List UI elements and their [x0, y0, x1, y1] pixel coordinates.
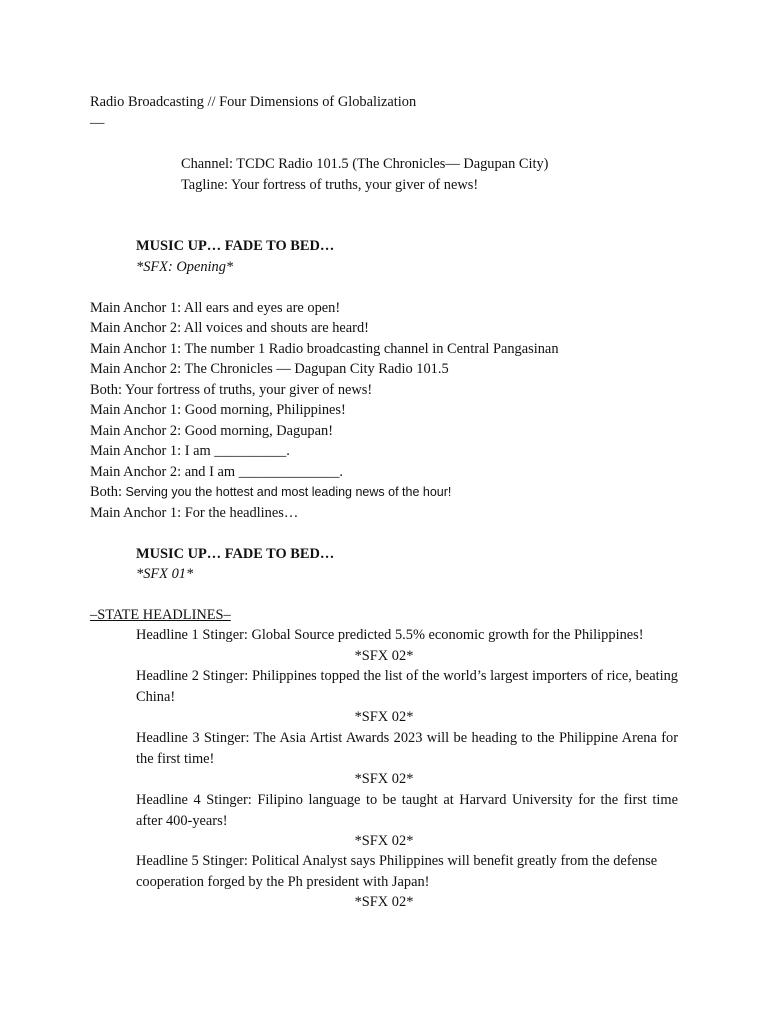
channel-line: Channel: TCDC Radio 101.5 (The Chronicles— Dagupan City) [181, 156, 549, 172]
headline-sfx: *SFX 02* [354, 894, 414, 910]
both-line [90, 482, 451, 502]
headline-item: Headline 5 Stinger: Political Analyst says Philippines will benefit greatly from the defense cooperation forged by the Ph president with Japan! [136, 853, 658, 890]
dialogue-line: Main Anchor 1: Good morning, Philippines! [90, 402, 346, 418]
dialogue-line: Main Anchor 1: All ears and eyes are open! [90, 300, 341, 316]
section-heading: –STATE HEADLINES– [90, 607, 231, 623]
headline-sfx: *SFX 02* [354, 833, 414, 849]
dialogue-line: Main Anchor 2: and I am ______________. [90, 464, 344, 480]
music-cue-1: MUSIC UP… FADE TO BED… [136, 238, 335, 254]
dialogue-line: Main Anchor 2: The Chronicles — Dagupan City Radio 101.5 [90, 361, 449, 377]
headline-sfx: *SFX 02* [354, 648, 414, 664]
dialogue-line: Main Anchor 2: Good morning, Dagupan! [90, 423, 334, 439]
music-cue-2: MUSIC UP… FADE TO BED… [136, 546, 335, 562]
document-title: Radio Broadcasting // Four Dimensions of Globalization [90, 94, 417, 110]
headline-item: Headline 3 Stinger: The Asia Artist Awards 2023 will be heading to the Philippine Arena for the first time! [136, 730, 678, 767]
tagline-line: Tagline: Your fortress of truths, your giver of news! [181, 177, 479, 193]
headline-item: Headline 4 Stinger: Filipino language to be taught at Harvard University for the first time after 400-years! [136, 792, 678, 829]
headline-item: Headline 1 Stinger: Global Source predicted 5.5% economic growth for the Philippines! [136, 627, 644, 643]
title-dash: — [90, 115, 105, 131]
dialogue-line: Main Anchor 2: All voices and shouts are heard! [90, 320, 369, 336]
dialogue-line: Main Anchor 1: I am __________. [90, 443, 290, 459]
both-speaker: Both: [90, 484, 122, 500]
both-text: Serving you the hottest and most leading news of the hour! [122, 485, 452, 499]
headline-item: Headline 2 Stinger: Philippines topped the list of the world’s largest importers of rice, beating China! [136, 668, 678, 705]
dialogue-line: Main Anchor 1: The number 1 Radio broadcasting channel in Central Pangasinan [90, 341, 559, 357]
headline-sfx: *SFX 02* [354, 771, 414, 787]
sfx-cue-01: *SFX 01* [136, 566, 194, 582]
headline-sfx: *SFX 02* [354, 709, 414, 725]
dialogue-line: Both: Your fortress of truths, your giver of news! [90, 382, 373, 398]
headlines-intro-line: Main Anchor 1: For the headlines… [90, 505, 299, 521]
sfx-cue-opening: *SFX: Opening* [136, 259, 234, 275]
